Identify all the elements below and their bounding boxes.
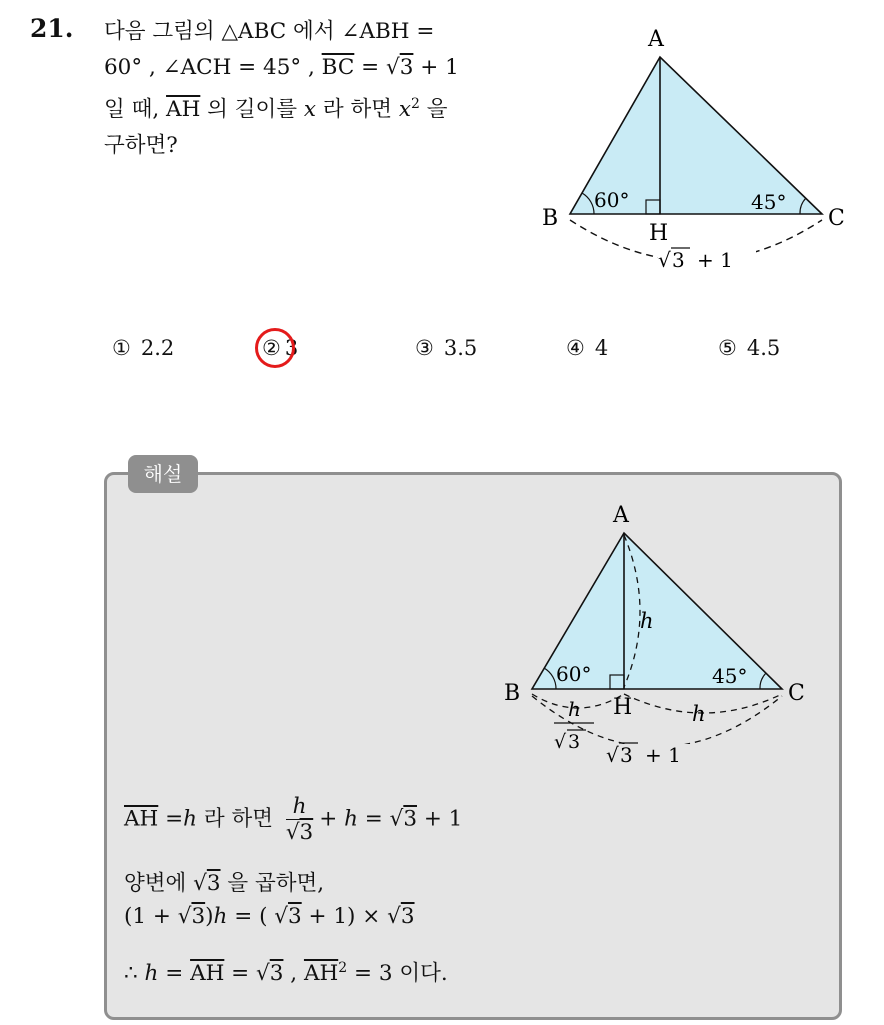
segment-ah: $\overline{AH}$ (166, 97, 201, 123)
question-figure (530, 22, 860, 282)
solution-figure (498, 500, 828, 780)
solution-line-1 (124, 794, 462, 845)
question-text-part: 의 길이를 (200, 97, 304, 123)
solution-text: 양변에 √ (124, 871, 207, 896)
choice-number: ③ (415, 336, 434, 360)
angle-label-c: 45° (712, 664, 748, 688)
choice-number: ① (112, 336, 131, 360)
label-a: A (648, 27, 664, 52)
solution-text: + (319, 806, 345, 832)
selected-answer-mark (255, 328, 295, 368)
label-c: C (788, 681, 805, 706)
choice-number: ⑤ (718, 336, 737, 360)
choice-value: 4.5 (746, 336, 781, 360)
variable-h: h (144, 961, 159, 986)
question-text-part: 을 (419, 97, 448, 123)
angle-label-b: 60° (556, 662, 592, 686)
sqrt-symbol: √ (658, 248, 671, 272)
question-text-part: + 1 (413, 55, 459, 80)
label-a: A (613, 503, 629, 528)
sqrt-argument: 3 (288, 904, 302, 929)
segment-bc: $\overline{BC}$ (321, 55, 355, 80)
sqrt-argument: 3 (568, 731, 581, 753)
variable-h: h (213, 904, 228, 929)
choice-value: 3.5 (443, 336, 478, 360)
label-h: H (613, 695, 633, 720)
sqrt-argument: 3 (620, 743, 633, 767)
exponent: 2 (411, 96, 420, 112)
solution-text: , (283, 961, 304, 986)
variable-h: h (183, 806, 197, 832)
fraction (286, 794, 313, 845)
choice-4[interactable] (566, 336, 608, 360)
solution-text: 을 곱하면, (220, 871, 325, 896)
solution-line-2 (124, 866, 324, 897)
question-number: 21. (30, 14, 74, 43)
choice-value: 3 (284, 336, 299, 360)
sqrt-argument: 3 (299, 820, 314, 845)
question-text (104, 14, 522, 164)
length-h-ah: h (640, 609, 654, 633)
segment-ah: $\overline{AH}$ (303, 961, 339, 986)
label-b: B (504, 681, 521, 706)
segment-ah: $\overline{AH}$ (190, 961, 225, 986)
choice-number: ④ (566, 336, 585, 360)
sqrt-symbol: √ (554, 731, 567, 753)
solution-text: 라 하면 (197, 806, 280, 832)
length-h-hc: h (692, 702, 706, 726)
question-line-3 (104, 86, 522, 128)
solution-line-3 (124, 904, 415, 929)
choice-number: ② (262, 336, 281, 360)
question-text-part: = √ (354, 55, 400, 80)
variable-x: x (303, 97, 317, 123)
choice-1[interactable] (112, 336, 174, 360)
question-text-part: 구하면? (104, 133, 178, 159)
solution-text: = ( √ (227, 904, 288, 929)
solution-text: + 1) × √ (301, 904, 401, 929)
sqrt-argument: 3 (403, 806, 417, 832)
sqrt-argument: 3 (191, 904, 206, 929)
choice-value: 2.2 (140, 336, 175, 360)
sqrt-symbol: √ (285, 820, 300, 845)
sqrt-symbol: √ (606, 743, 619, 767)
solution-text: ∴ (124, 961, 145, 986)
solution-text: = √ (357, 806, 404, 832)
sqrt-argument: 3 (672, 248, 685, 272)
angle-label-c: 45° (751, 190, 787, 214)
solution-text: = 3 이다. (347, 961, 448, 986)
answer-choices (0, 336, 884, 376)
solution-text: + 1 (417, 806, 463, 832)
question-text-part: 60° , ∠ACH = 45° , (104, 55, 322, 80)
solution-tab: 해설 (128, 455, 198, 493)
sqrt-argument: 3 (269, 961, 284, 986)
solution-text: ) (205, 904, 214, 929)
choice-value: 4 (594, 336, 609, 360)
question-line-2 (104, 50, 522, 86)
length-rest: + 1 (645, 743, 681, 767)
variable-h: h (344, 806, 358, 832)
solution-text: = (158, 806, 184, 832)
question-text-part: 다음 그림의 △ABC 에서 ∠ABH = (104, 19, 435, 44)
label-b: B (542, 206, 559, 231)
question-text-part: 일 때, (104, 97, 167, 123)
question-text-part: 라 하면 (316, 97, 399, 123)
solution-line-4 (124, 956, 448, 987)
choice-5[interactable] (718, 336, 780, 360)
exponent: 2 (338, 959, 348, 976)
sqrt-argument: 3 (206, 871, 221, 896)
fraction-denominator (286, 820, 313, 845)
choice-3[interactable] (415, 336, 477, 360)
solution-text: (1 + √ (124, 904, 192, 929)
sqrt-argument: 3 (399, 55, 414, 80)
label-c: C (828, 206, 845, 231)
solution-text: = √ (224, 961, 270, 986)
solution-text: = (158, 961, 191, 986)
fraction-numerator: h (286, 794, 313, 820)
question-line-1 (104, 14, 522, 50)
variable-x: x (398, 97, 412, 123)
length-rest: + 1 (697, 248, 733, 272)
segment-ah: $\overline{AH}$ (124, 806, 159, 832)
sqrt-argument: 3 (400, 904, 415, 929)
angle-label-b: 60° (594, 188, 630, 212)
length-h-bh-numerator: h (568, 697, 581, 721)
question-line-4 (104, 128, 522, 164)
label-h: H (649, 221, 669, 246)
